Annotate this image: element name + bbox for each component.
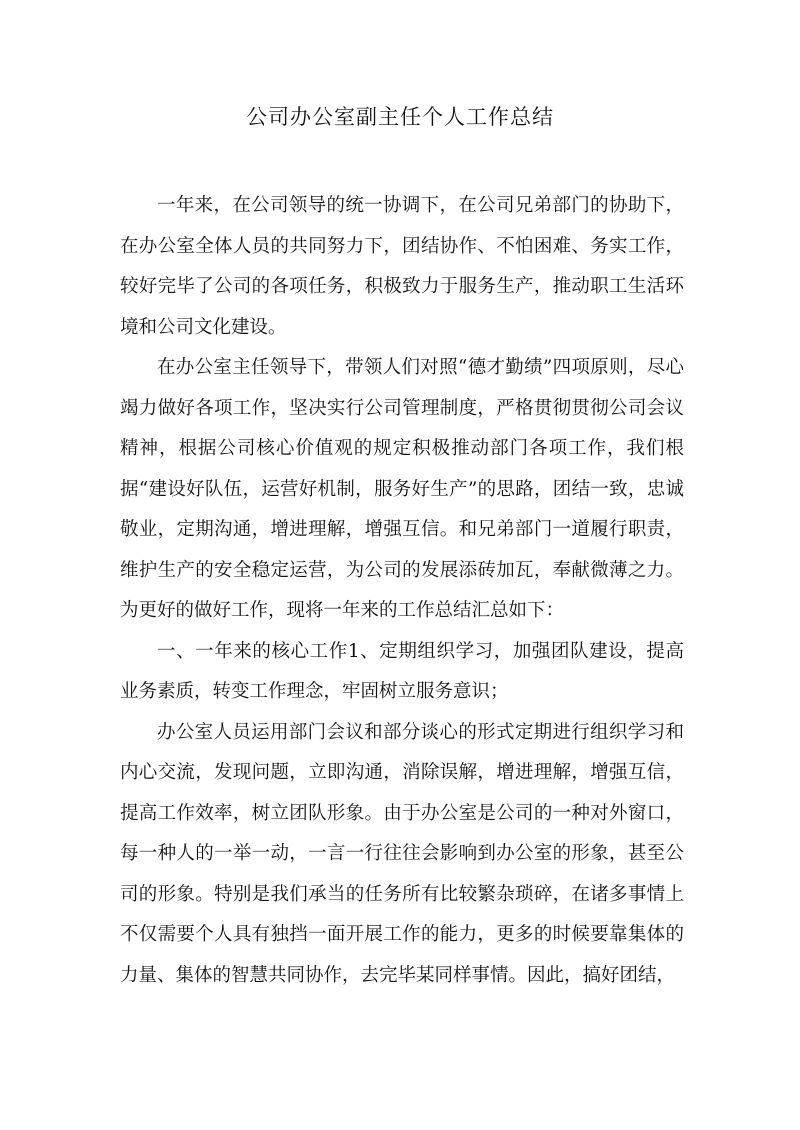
paragraph-2: 在办公室主任领导下，带领人们对照“德才勤绩”四项原则，尽心竭力做好各项工作，坚决实行公司管理制度，严格贯彻贯彻公司会议精神，根据公司核心价值观的规定积极推动部门各项工作，我们根据“建设好队伍，运营好机制，服务好生产”的思路，团结一致，忠诚敬业，定期沟通，增进理解，增强互信。和兄弟部门一道履行职责，维护生产的安全稳定运营，为公司的发展添砖加瓦，奉献微薄之力。为更好的做好工作，现将一年来的工作总结汇总如下： xyxy=(120,357,684,621)
paragraph-3: 一、一年来的核心工作1、定期组织学习，加强团队建设，提高业务素质，转变工作理念，牢固树立服务意识； xyxy=(120,640,684,702)
paragraph-1: 一年来，在公司领导的统一协调下，在公司兄弟部门的协助下，在办公室全体人员的共同努力下，团结协作、不怕困难、务实工作，较好完毕了公司的各项任务，积极致力于服务生产，推动职工生活环境和公司文化建设。 xyxy=(120,195,684,338)
document-title: 公司办公室副主任个人工作总结 xyxy=(246,105,554,129)
document-body xyxy=(120,186,684,996)
paragraph-4: 办公室人员运用部门会议和部分谈心的形式定期进行组织学习和内心交流，发现问题，立即沟通，消除误解，增进理解，增强互信，提高工作效率，树立团队形象。由于办公室是公司的一种对外窗口，每一种人的一举一动，一言一行往往会影响到办公室的形象，甚至公司的形象。特别是我们承当的任务所有比较繁杂琐碎，在诸多事情上不仅需要个人具有独挡一面开展工作的能力，更多的时候要靠集体的力量、集体的智慧共同协作，去完毕某同样事情。因此，搞好团结， xyxy=(120,721,684,986)
